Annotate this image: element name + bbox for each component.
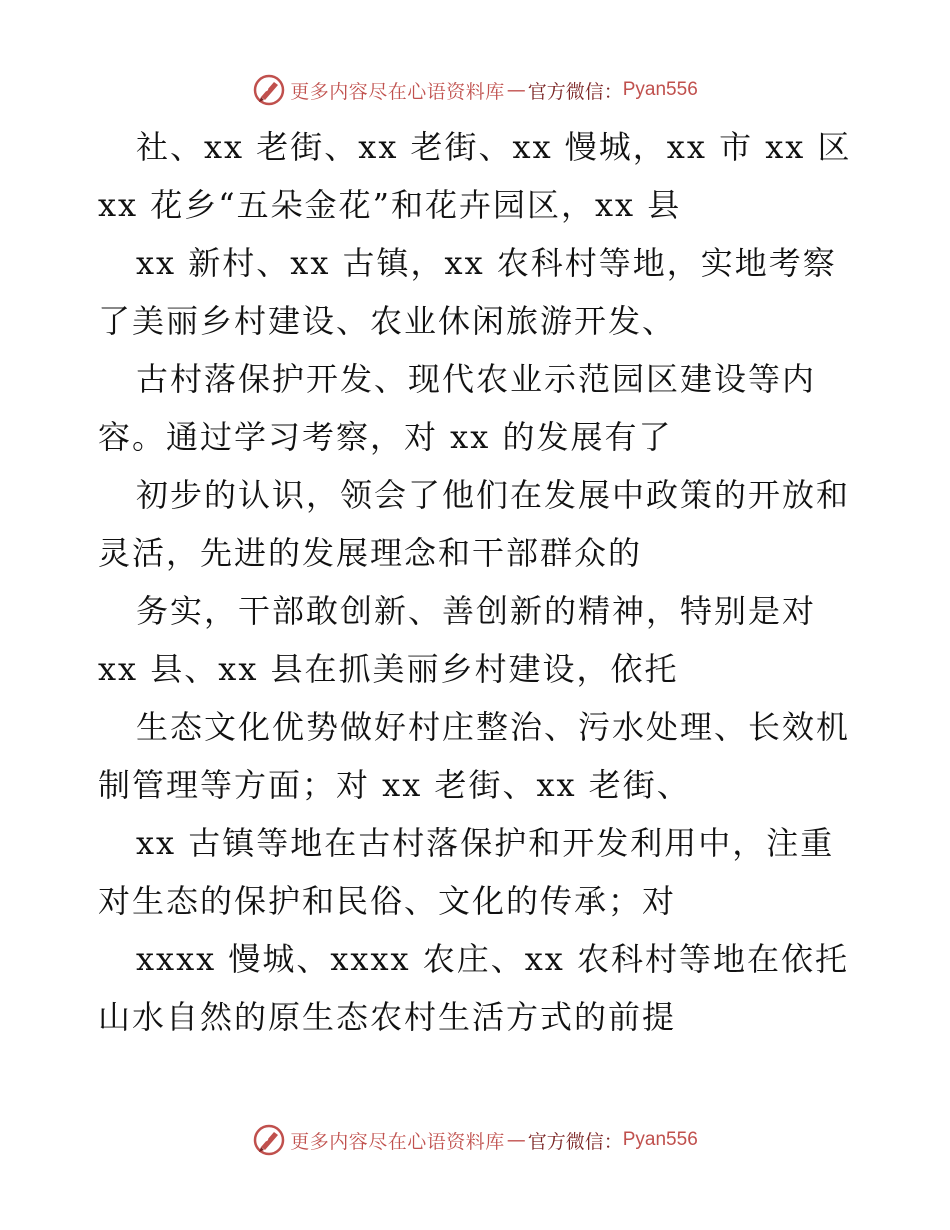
text-line: xxxx 慢城、xxxx 农庄、xx 农科村等地在依托 bbox=[136, 940, 849, 978]
text-line: 社、xx 老街、xx 老街、xx 慢城，xx 市 xx 区 bbox=[136, 128, 852, 166]
watermark-wechat-id: Pyan556 bbox=[622, 1129, 698, 1150]
watermark-text: 更多内容尽在心语资料库 bbox=[290, 1130, 505, 1153]
footer-watermark bbox=[0, 1120, 950, 1160]
pen-logo-icon bbox=[252, 73, 286, 107]
watermark-label: 官方微信： bbox=[527, 1130, 623, 1153]
text-line: 务实，干部敢创新、善创新的精神，特别是对 bbox=[136, 592, 817, 630]
header-watermark bbox=[0, 70, 950, 110]
text-line: 制管理等方面；对 xx 老街、xx 老街、 bbox=[98, 766, 691, 804]
watermark-separator: — bbox=[506, 1129, 526, 1151]
text-line: 对生态的保护和民俗、文化的传承；对 bbox=[98, 882, 677, 920]
text-line: xx 新村、xx 古镇，xx 农科村等地，实地考察 bbox=[136, 244, 837, 282]
pen-logo-icon bbox=[252, 1123, 286, 1157]
text-line: xx 县、xx 县在抓美丽乡村建设，依托 bbox=[98, 650, 679, 688]
text-line: xx 花乡“五朵金花”和花卉园区，xx 县 bbox=[98, 186, 682, 224]
text-line: 古村落保护开发、现代农业示范园区建设等内 bbox=[136, 360, 817, 398]
text-line: 了美丽乡村建设、农业休闲旅游开发、 bbox=[98, 302, 677, 340]
text-line: xx 古镇等地在古村落保护和开发利用中，注重 bbox=[136, 824, 835, 862]
text-line: 初步的认识，领会了他们在发展中政策的开放和 bbox=[136, 476, 851, 514]
watermark-label: 官方微信： bbox=[527, 80, 623, 103]
text-line: 生态文化优势做好村庄整治、污水处理、长效机 bbox=[136, 708, 851, 746]
watermark-wechat-id: Pyan556 bbox=[622, 79, 698, 100]
text-line: 灵活，先进的发展理念和干部群众的 bbox=[98, 534, 643, 572]
document-body bbox=[98, 118, 858, 1046]
text-line: 容。通过学习考察，对 xx 的发展有了 bbox=[98, 418, 673, 456]
watermark-separator: — bbox=[506, 79, 526, 101]
watermark-text: 更多内容尽在心语资料库 bbox=[290, 80, 505, 103]
text-line: 山水自然的原生态农村生活方式的前提 bbox=[98, 998, 677, 1036]
